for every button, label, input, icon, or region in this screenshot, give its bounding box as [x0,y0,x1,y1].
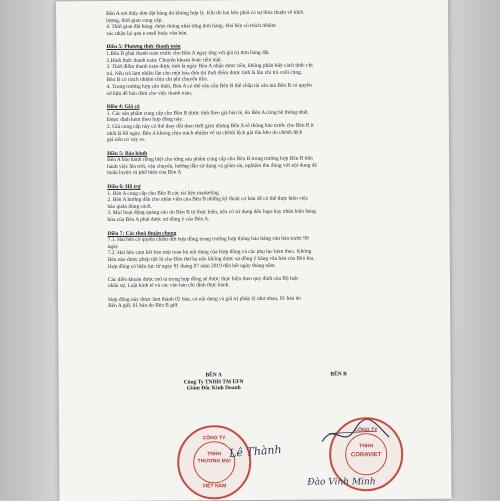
party-b-signature-name: Đào Vinh Minh [307,477,376,488]
section-6-line: 2. Bên A hướng dẫn cho nhân viên của Bên B những kỹ thuật cơ bản để có thể thực hiện việc [107,195,309,204]
section-7-line: Hợp đồng này được làm thành 02 bản, có nội dung và giá trị pháp lý như nhau, 01 bản do [108,295,302,303]
section-4-line: Được định kèm theo hợp đồng này. [106,116,183,124]
section-6-title: Điều 6: Hỗ trợ [107,183,141,191]
section-7-line: ngày [107,243,119,250]
party-a-company: Công Ty TNHH TM EFN [183,378,244,386]
section-6-line: hóa của Bên A phải được sự đồng ý của Bên A. [107,216,210,224]
stamp-text: VIỆT NAM [202,483,227,490]
party-b-signature-block [259,371,419,379]
section-warranty-line: huấn luyện và phổ biến của Bên A [107,169,182,177]
party-a-stamp [177,425,252,500]
section-7-line: nhân sự, Luật kinh tế và các văn bản chỉ định thực hành. [107,282,230,290]
section-5-line: 2.Hình thức thanh toán: Chuyển khoản hoặc tiền mặt. [106,56,222,64]
section-5-line: trả. Nếu trả làm nhiều lần cho một hóa đơn thì thời điểm được tính là lần chi trả cuối cùng. [106,69,303,77]
section-5-line: 3. Thời điểm thanh toán được tính là ngày Bên A nhận được tiền, không phân biệt cách thức chi [106,62,313,71]
section-warranty-line: Bên A bảo hành riêng biệt cho từng sản phẩm cung cấp cho Bên B trong trường hợp Bên B tiến [107,155,313,164]
section-5-title: Điều 5: Phương thức thanh toán [106,43,181,51]
section-7-title: Điều 7: Các thoả thuận chung [107,230,177,237]
section-5-line: Bên B có trách nhiệm chịu chi phí chuyển tiền. [106,76,209,84]
section-7-line: 7.1. Hai bên có quyền chấm dứt hợp đồng trong trường hợp thông báo bằng văn bản trước 90 [107,235,309,244]
section-6-line: 1. Bên A cung cấp cho Bên B các tài liệu marketing. [107,189,221,197]
intro-line: 4. Thời gian đặt hàng: được thống nhất từng đơn hàng. Hai bên có trách nhiệm [106,23,276,31]
section-7-line: Hợp đồng có hiệu lực từ ngày 01 tháng 07 năm 2019 đến hết ngày tháng năm [107,262,275,270]
party-a-signature: Lê Thành [228,442,283,460]
section-5-line: 4. Trong trường hợp cần thiết, Bên A có thể yêu cầu Bên B thể chấp tài sản mà Bên B có quyền [106,82,312,90]
section-5-line: sở hữu để bảo đảm cho việc thanh toán. [106,89,193,97]
stamp-text: CÔNG TY [202,435,226,442]
section-6-line: bảo quản đúng cách. [107,203,152,210]
section-4-line: giá nếu có xảy ra. [106,136,146,144]
contract-body [106,9,428,310]
document-page [56,0,451,501]
stamp-text: CÔNG TY [354,427,378,434]
party-a-role: Giám Đốc Kinh Doanh [186,385,241,392]
section-7-line: Các điều khoản được mô tả trong hợp đồng sẽ được thực hiện theo quy định của Bộ luật [107,275,299,283]
party-b-signature-scribble [317,419,397,450]
intro-line: lượng, thời gian cung cấp. [106,17,163,24]
section-warranty-title: Điều 5: Bảo hành [107,150,148,157]
section-5-line: 1.Bên B phải thanh toán trước cho Bên A ngay ứng với giá trị đơn hàng đặt. [106,49,270,57]
stamp-text: CORAVIET [350,452,382,459]
section-4-line: nhất là 60 ngày. Bên A không chịu trách nhiệm về sự chênh lệch giá tồn kho do chênh lệch [106,129,303,137]
stamp-text: THƯƠNG MẠI [197,458,231,465]
stamp-text: TNHH [359,443,374,450]
stamp-text: TNHH [207,451,222,458]
section-7-line: 7.2. Hai bên cam kết bảo mật toàn bộ nội dung của Hợp đồng và các phụ lục kèm theo. Không [107,248,312,257]
intro-line: Bên A xét thấy đơn đặt hàng đó không hợp lý. Khi đó hai bên phải có sự thỏa thuận về khối [106,9,304,18]
section-warranty-line: hành việc lên trời, vận chuyển, hướng dẫn sử dụng và giám sát, nghiệm thu đúng với nội dung đã [107,162,317,170]
section-6-line: 3. Mọi hoạt động quảng cáo do Bên B tự thực hiện, nếu có sử dụng đến logo hay nhãn hiệu hàng [107,208,316,217]
section-7-line: Bên nào được phép tiết lộ cho Bên thứ ba nếu không được sự đồng ý bằng văn bản của Bên kia. [107,255,315,264]
party-b-label: BÊN B [330,371,347,378]
section-7-line: Bên A giữ, 01 bản do Bên B giữ. [108,302,179,310]
section-4-line: 2. Giá cung cấp này có thể thay đổi theo thời gian nhưng Bên A sẽ thông báo trước cho Bên B ít [106,122,314,130]
section-4-line: 1. Các sản phẩm cung cấp cho Bên B được tính theo giá bán lẻ, do Bên A công bố thống nhất. [106,109,310,117]
party-a-label: BÊN A [205,372,222,379]
intro-line: xác nhận lại qua e-mail hoặc văn bản. [106,30,188,37]
section-4-title: Điều 4: Giá cả [106,103,140,111]
